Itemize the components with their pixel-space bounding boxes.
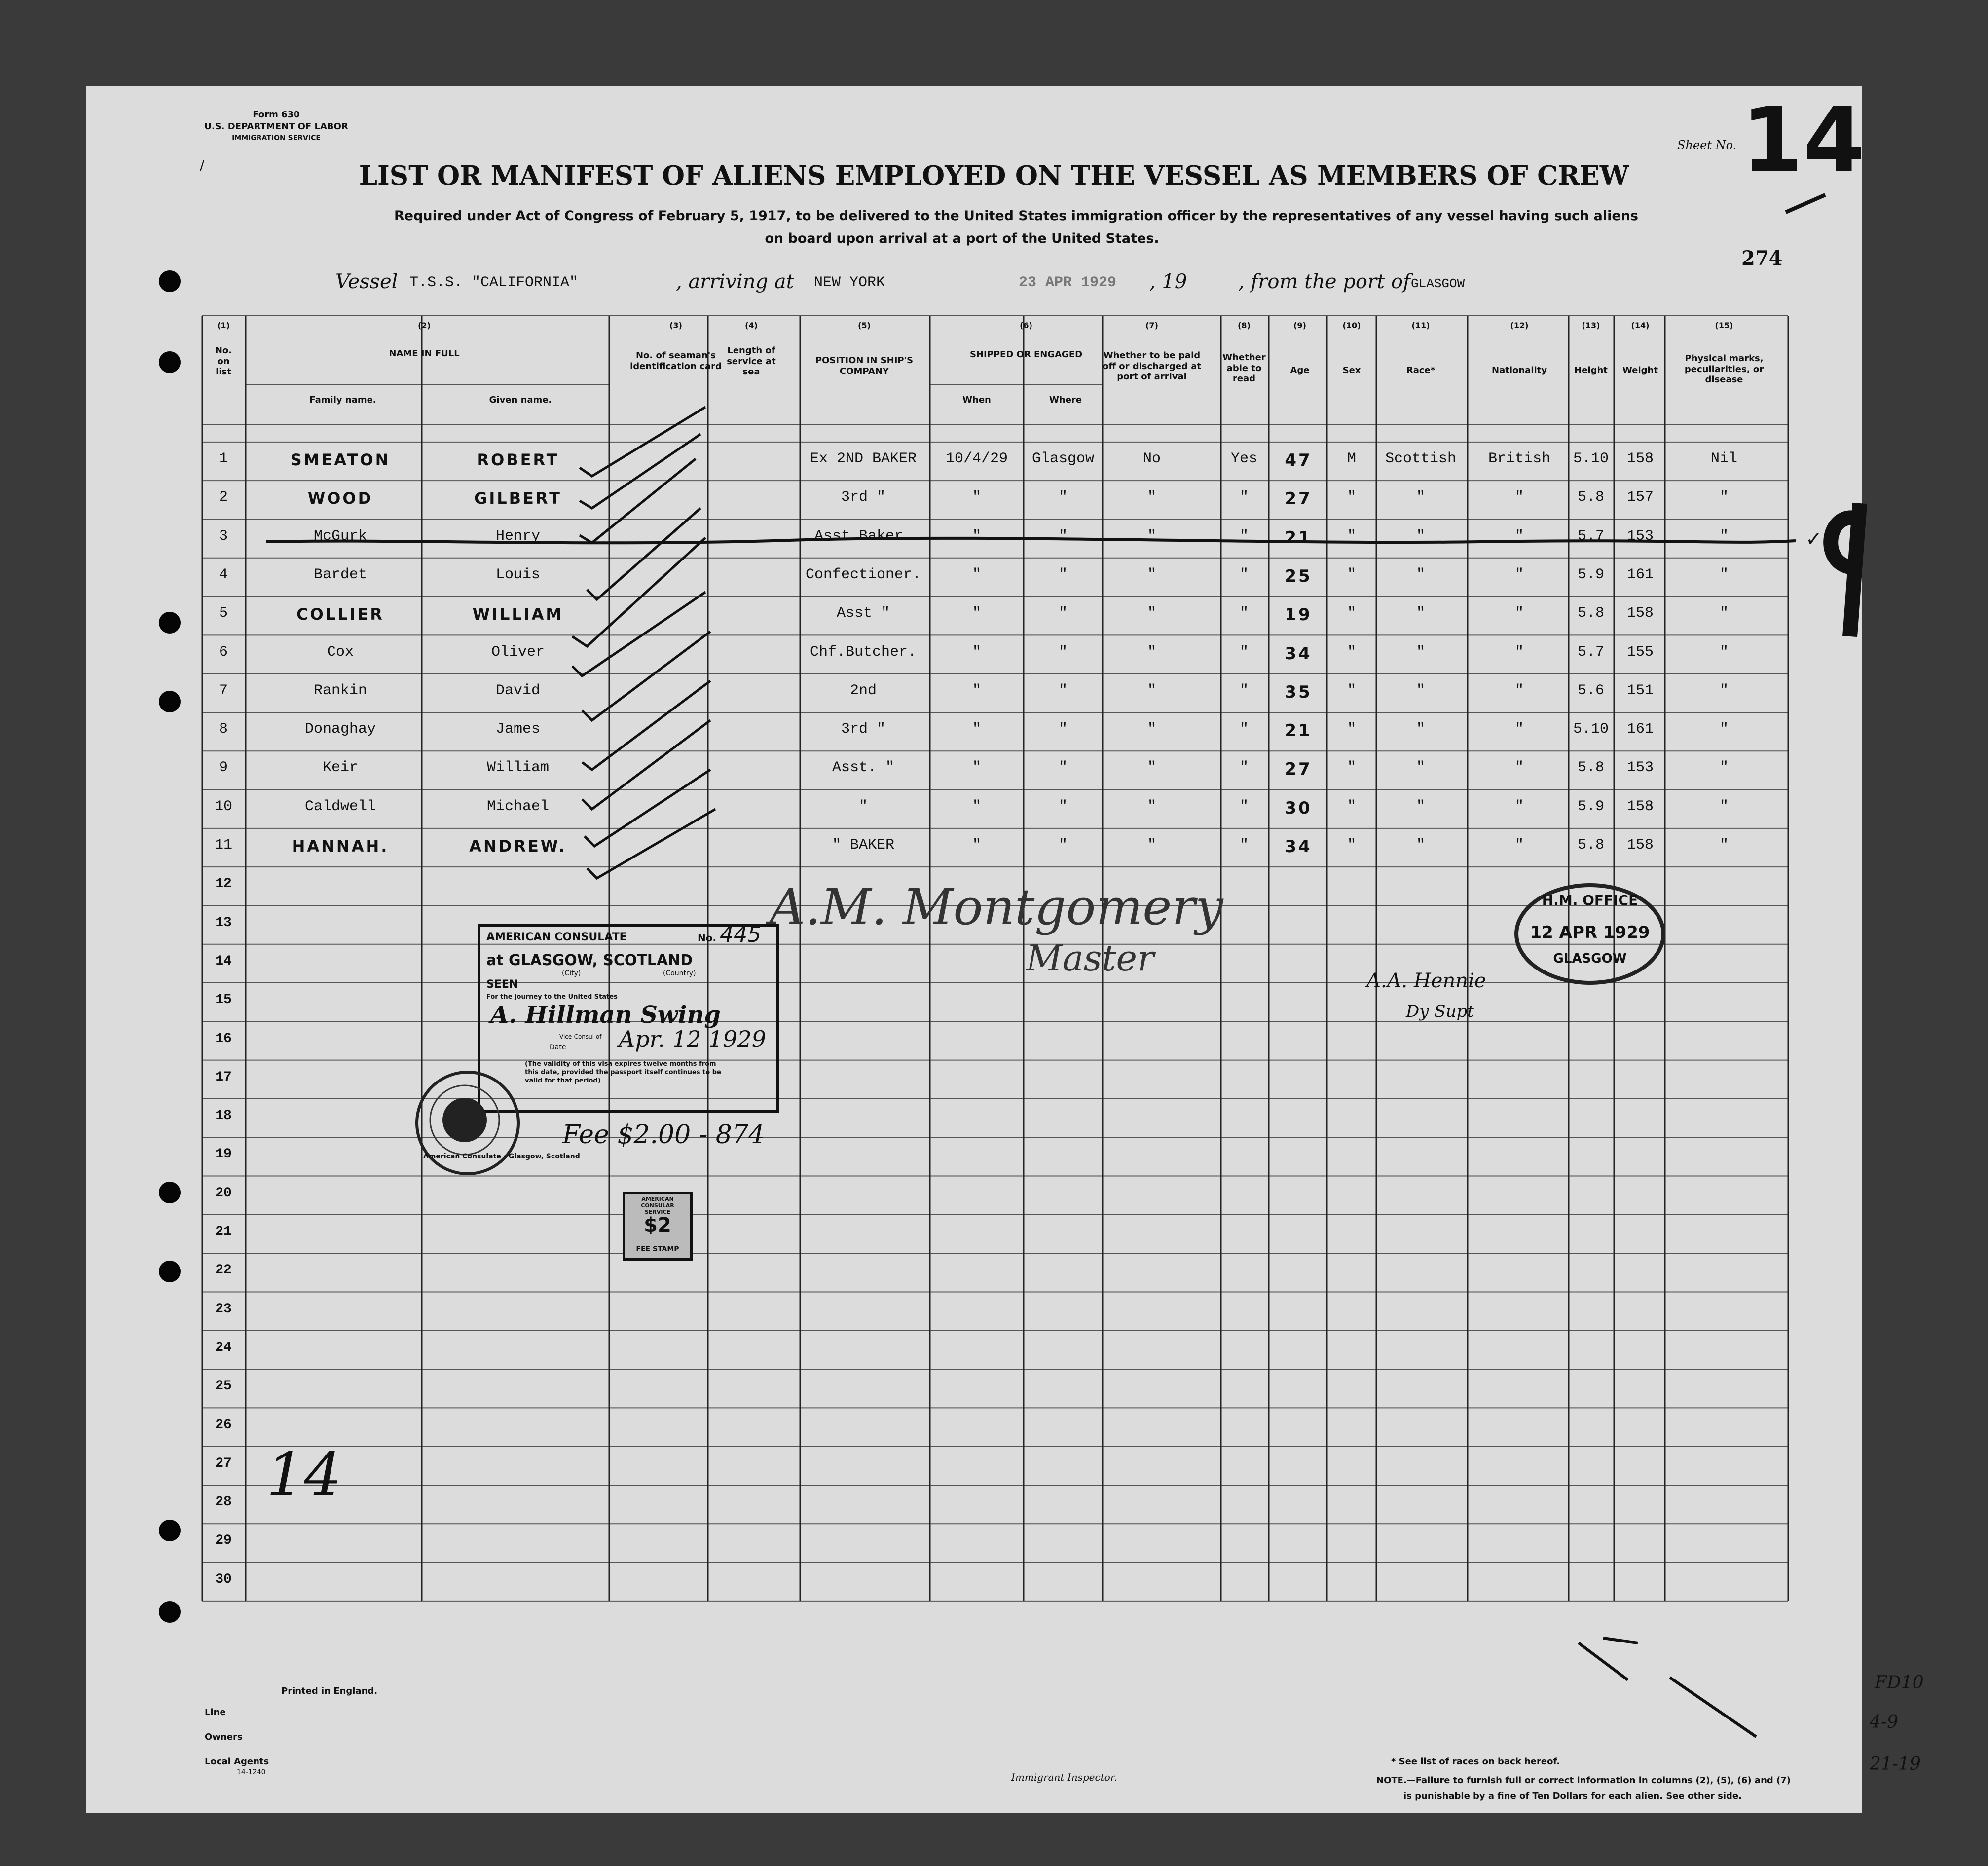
- fee-stamp-top: AMERICAN CONSULAR SERVICE: [641, 1196, 674, 1215]
- row-number: 1: [219, 450, 228, 467]
- fee-stamp: [623, 1192, 693, 1261]
- row-number: 26: [215, 1417, 232, 1433]
- weight: 157: [1626, 489, 1654, 506]
- fee-stamp-bottom: FEE STAMP: [636, 1245, 679, 1253]
- sex: ": [1347, 643, 1357, 661]
- race: ": [1416, 759, 1426, 777]
- nationality: ": [1514, 682, 1524, 699]
- family-name: McGurk: [313, 527, 368, 545]
- race: ": [1416, 566, 1426, 583]
- column-number: (11): [1411, 321, 1430, 330]
- city-caption: (City): [562, 970, 581, 977]
- header-paid-off: Whether to be paid off or discharged at port of arrival: [1103, 350, 1201, 382]
- able-to-read: ": [1239, 837, 1249, 854]
- family-name: Donaghay: [304, 721, 376, 738]
- paid-off: ": [1147, 759, 1157, 777]
- weight: 158: [1626, 605, 1654, 622]
- journey-text: For the journey to the United States: [486, 993, 618, 1001]
- column-number: (2): [418, 321, 431, 330]
- department: U.S. DEPARTMENT OF LABOR: [204, 121, 348, 132]
- nationality: British: [1488, 450, 1551, 467]
- weight: 161: [1626, 721, 1654, 738]
- column-number: (3): [669, 321, 682, 330]
- master-title: Master: [1026, 937, 1154, 979]
- punch-hole: [159, 1182, 181, 1203]
- race: ": [1416, 527, 1426, 545]
- age: 21: [1285, 721, 1312, 741]
- row-number: 30: [215, 1571, 232, 1587]
- punch-hole: [159, 691, 181, 712]
- sex: ": [1347, 527, 1357, 545]
- page-title: LIST OR MANIFEST OF ALIENS EMPLOYED ON THE VESSEL AS MEMBERS OF CREW: [359, 160, 1629, 191]
- shipped-where: ": [1058, 721, 1068, 738]
- given-name: Henry: [495, 527, 541, 545]
- shipped-when: ": [972, 566, 982, 583]
- header-length-service: Length of service at sea: [727, 345, 776, 377]
- column-number: (8): [1238, 321, 1251, 330]
- consulate-no-label: No.: [698, 932, 717, 944]
- row-number: 12: [215, 876, 232, 892]
- family-name: Rankin: [313, 682, 368, 699]
- able-to-read: ": [1239, 527, 1249, 545]
- header-when: When: [962, 395, 991, 405]
- nationality: ": [1514, 798, 1524, 815]
- position: Asst.Baker.: [814, 527, 913, 545]
- nationality: ": [1514, 721, 1524, 738]
- margin-note-1: FD10: [1875, 1673, 1924, 1693]
- family-name: HANNAH.: [292, 837, 389, 856]
- row-number: 22: [215, 1263, 232, 1278]
- glasgow-office-stamp: [1514, 883, 1665, 985]
- weight: 158: [1626, 450, 1654, 467]
- race: ": [1416, 605, 1426, 622]
- master-signature: A.M. Montgomery: [770, 878, 1223, 936]
- row-number: 16: [215, 1031, 232, 1046]
- nationality: ": [1514, 566, 1524, 583]
- column-number: (15): [1715, 321, 1733, 330]
- physical-marks: ": [1719, 759, 1729, 777]
- position: 2nd: [849, 682, 877, 699]
- nationality: ": [1514, 489, 1524, 506]
- header-given-name: Given name.: [489, 395, 552, 405]
- row-number: 27: [215, 1455, 232, 1471]
- weight: 153: [1626, 527, 1654, 545]
- shipped-when: ": [972, 759, 982, 777]
- shipped-where: ": [1058, 566, 1068, 583]
- sex: ": [1347, 837, 1357, 854]
- age: 21: [1285, 527, 1312, 548]
- height: 5.9: [1577, 798, 1605, 815]
- row-number: 7: [219, 682, 228, 699]
- column-number: (5): [858, 321, 871, 330]
- position: 3rd ": [841, 721, 886, 738]
- able-to-read: ": [1239, 489, 1249, 506]
- given-name: ROBERT: [477, 450, 559, 469]
- able-to-read: ": [1239, 721, 1249, 738]
- family-name: SMEATON: [290, 450, 391, 469]
- row-number: 11: [214, 837, 233, 854]
- family-name: Keir: [322, 759, 359, 777]
- physical-marks: ": [1719, 527, 1729, 545]
- able-to-read: ": [1239, 682, 1249, 699]
- column-number: (7): [1145, 321, 1158, 330]
- family-name: WOOD: [307, 489, 373, 508]
- age: 34: [1285, 643, 1312, 664]
- seen-label: SEEN: [486, 978, 518, 991]
- column-number: (9): [1293, 321, 1306, 330]
- able-to-read: ": [1239, 566, 1249, 583]
- shipped-when: ": [972, 798, 982, 815]
- form-number: Form 630: [253, 110, 300, 120]
- physical-marks: ": [1719, 489, 1729, 506]
- shipped-when: 10/4/29: [945, 450, 1008, 467]
- weight: 158: [1626, 837, 1654, 854]
- shipped-when: ": [972, 837, 982, 854]
- year-label: , 19: [1149, 270, 1187, 293]
- paid-off: ": [1147, 605, 1157, 622]
- age: 34: [1285, 837, 1312, 857]
- weight: 158: [1626, 798, 1654, 815]
- height: 5.8: [1577, 489, 1605, 506]
- physical-marks: ": [1719, 643, 1729, 661]
- arriving-label: , arriving at: [676, 270, 794, 293]
- position: ": [858, 798, 868, 815]
- column-number: (10): [1342, 321, 1361, 330]
- margin-nine: [1857, 498, 1858, 499]
- family-name: COLLIER: [296, 605, 384, 624]
- header-position: POSITION IN SHIP'S COMPANY: [815, 355, 914, 376]
- arrival-port: NEW YORK: [814, 274, 885, 291]
- age: 27: [1285, 489, 1312, 509]
- margin-tick: /: [200, 157, 205, 173]
- position: Asst. ": [832, 759, 895, 777]
- office-stamp-date: 12 APR 1929: [1530, 923, 1650, 942]
- consulate-stamp: [478, 924, 779, 1113]
- sex: ": [1347, 721, 1357, 738]
- shipped-where: ": [1058, 605, 1068, 622]
- row-number: 8: [219, 721, 228, 738]
- header-weight: Weight: [1622, 365, 1658, 375]
- printed-in: Printed in England.: [281, 1686, 378, 1696]
- header-nationality: Nationality: [1492, 365, 1547, 375]
- given-name: James: [495, 721, 541, 738]
- row-number: 5: [219, 605, 228, 622]
- column-number: (1): [217, 321, 230, 330]
- line-label: Line: [205, 1707, 226, 1717]
- age: 35: [1285, 682, 1312, 702]
- row-number: 18: [215, 1108, 232, 1124]
- note-line-1: NOTE.—Failure to furnish full or correct information in columns (2), (5), (6) and (7): [1376, 1775, 1791, 1786]
- shipped-when: ": [972, 605, 982, 622]
- vice-consul-label: Vice-Consul of: [559, 1033, 602, 1040]
- height: 5.8: [1577, 605, 1605, 622]
- weight: 153: [1626, 759, 1654, 777]
- row-number: 13: [215, 915, 232, 931]
- header-sex: Sex: [1342, 365, 1361, 375]
- paid-off: ": [1147, 837, 1157, 854]
- race: ": [1416, 643, 1426, 661]
- vessel-name: T.S.S. "CALIFORNIA": [409, 274, 579, 291]
- header-no-on-list: No. on list: [215, 345, 232, 377]
- race: Scottish: [1385, 450, 1457, 467]
- physical-marks: ": [1719, 798, 1729, 815]
- height: 5.9: [1577, 566, 1605, 583]
- race: ": [1416, 489, 1426, 506]
- handwritten-note: 14: [266, 1441, 342, 1509]
- shipped-where: ": [1058, 798, 1068, 815]
- row-number: 14: [215, 953, 232, 969]
- age: 27: [1285, 759, 1312, 780]
- height: 5.7: [1577, 527, 1605, 545]
- family-name: Cox: [327, 643, 354, 661]
- column-number: (13): [1582, 321, 1600, 330]
- row-number: 28: [215, 1494, 232, 1510]
- physical-marks: Nil: [1710, 450, 1738, 467]
- row-number: 4: [219, 566, 228, 583]
- consulate-city: at GLASGOW, SCOTLAND: [486, 952, 693, 969]
- local-agents-label: Local Agents: [205, 1756, 269, 1767]
- shipped-when: ": [972, 721, 982, 738]
- physical-marks: ": [1719, 566, 1729, 583]
- able-to-read: ": [1239, 643, 1249, 661]
- punch-hole: [159, 1520, 181, 1541]
- sex: M: [1347, 450, 1357, 467]
- given-name: Michael: [486, 798, 550, 815]
- sex: ": [1347, 566, 1357, 583]
- immigrant-inspector-label: Immigrant Inspector.: [1011, 1771, 1117, 1783]
- consular-seal: [415, 1071, 580, 1175]
- position: " BAKER: [832, 837, 895, 854]
- weight: 151: [1626, 682, 1654, 699]
- visa-date: Apr. 12 1929: [619, 1026, 767, 1052]
- given-name: WILLIAM: [472, 605, 564, 624]
- margin-note-2: 4-9: [1870, 1712, 1898, 1732]
- header-race: Race*: [1406, 365, 1436, 375]
- physical-marks: ": [1719, 682, 1729, 699]
- row-number: 15: [215, 992, 232, 1008]
- able-to-read: ": [1239, 759, 1249, 777]
- punch-hole: [159, 351, 181, 373]
- from-port-label: , from the port of: [1238, 270, 1410, 293]
- given-name: Louis: [495, 566, 541, 583]
- able-to-read: ": [1239, 605, 1249, 622]
- row-number: 21: [215, 1224, 232, 1239]
- punch-hole: [159, 1601, 181, 1623]
- sex: ": [1347, 798, 1357, 815]
- margin-note-3: 21-19: [1870, 1754, 1921, 1774]
- punch-hole: [159, 270, 181, 292]
- row-number: 17: [215, 1069, 232, 1085]
- race: ": [1416, 682, 1426, 699]
- position: Confectioner.: [805, 566, 921, 583]
- sex: ": [1347, 759, 1357, 777]
- position: 3rd ": [841, 489, 886, 506]
- race: ": [1416, 798, 1426, 815]
- header-id-card: No. of seaman's identification card: [630, 350, 722, 372]
- row-number: 25: [215, 1379, 232, 1394]
- row-number: 23: [215, 1301, 232, 1317]
- subtitle-line-2: on board upon arrival at a port of the United States.: [765, 231, 1159, 246]
- shipped-when: ": [972, 527, 982, 545]
- physical-marks: ": [1719, 605, 1729, 622]
- column-number: (4): [745, 321, 758, 330]
- column-number: (12): [1510, 321, 1529, 330]
- paid-off: ": [1147, 682, 1157, 699]
- header-name-in-full: NAME IN FULL: [389, 348, 460, 359]
- shipped-where: ": [1058, 682, 1068, 699]
- paid-off: ": [1147, 798, 1157, 815]
- age: 47: [1285, 450, 1312, 470]
- shipped-when: ": [972, 489, 982, 506]
- shipped-where: ": [1058, 527, 1068, 545]
- row-number: 29: [215, 1533, 232, 1549]
- height: 5.7: [1577, 643, 1605, 661]
- row-number: 24: [215, 1340, 232, 1355]
- superintendent-signature: A.A. Hennie: [1366, 970, 1486, 992]
- weight: 161: [1626, 566, 1654, 583]
- owners-label: Owners: [205, 1732, 243, 1742]
- header-height: Height: [1574, 365, 1608, 375]
- column-number: (6): [1020, 321, 1032, 330]
- nationality: ": [1514, 643, 1524, 661]
- age: 19: [1285, 605, 1312, 625]
- given-name: Oliver: [491, 643, 545, 661]
- physical-marks: ": [1719, 837, 1729, 854]
- shipped-when: ": [972, 682, 982, 699]
- family-name: Caldwell: [304, 798, 376, 815]
- sheet-label: Sheet No.: [1677, 138, 1737, 152]
- country-caption: (Country): [663, 970, 696, 977]
- row-number: 20: [215, 1185, 232, 1201]
- sex: ": [1347, 682, 1357, 699]
- office-stamp-top: H.M. OFFICE: [1542, 892, 1638, 908]
- paid-off: No: [1142, 450, 1161, 467]
- header-physical-marks: Physical marks, peculiarities, or disease: [1684, 353, 1764, 385]
- paid-off: ": [1147, 566, 1157, 583]
- form-code: 14-1240: [237, 1768, 266, 1776]
- age: 25: [1285, 566, 1312, 586]
- given-name: GILBERT: [474, 489, 562, 508]
- paid-off: ": [1147, 643, 1157, 661]
- able-to-read: ": [1239, 798, 1249, 815]
- row-number: 6: [219, 643, 228, 661]
- superintendent-title: Dy Supt: [1406, 1002, 1474, 1021]
- position: Asst ": [836, 605, 890, 622]
- sheet-number: 14: [1741, 89, 1865, 192]
- fee-stamp-amount: $2: [644, 1214, 671, 1236]
- sex: ": [1347, 605, 1357, 622]
- row-number: 10: [214, 798, 233, 815]
- shipped-where: ": [1058, 643, 1068, 661]
- departure-port: GLASGOW: [1411, 276, 1465, 291]
- nationality: ": [1514, 527, 1524, 545]
- header-able-to-read: Whether able to read: [1222, 352, 1266, 384]
- subtitle-line-1: Required under Act of Congress of February 5, 1917, to be delivered to the United States immigration officer by the representatives of any vessel having such aliens: [394, 208, 1639, 224]
- paid-off: ": [1147, 721, 1157, 738]
- height: 5.10: [1573, 450, 1609, 467]
- consulate-title: AMERICAN CONSULATE: [486, 931, 627, 943]
- column-number: (14): [1631, 321, 1650, 330]
- date-label: Date: [550, 1044, 566, 1051]
- family-name: Bardet: [313, 566, 368, 583]
- service: IMMIGRATION SERVICE: [232, 134, 321, 142]
- given-name: ANDREW.: [469, 837, 567, 856]
- header-family-name: Family name.: [309, 395, 376, 405]
- row-number: 2: [219, 489, 228, 506]
- header-age: Age: [1290, 365, 1310, 375]
- office-stamp-bottom: GLASGOW: [1553, 951, 1627, 966]
- height: 5.8: [1577, 837, 1605, 854]
- given-name: David: [495, 682, 541, 699]
- races-note: * See list of races on back hereof.: [1391, 1756, 1560, 1767]
- race: ": [1416, 837, 1426, 854]
- margin-initials: ✓: [1805, 528, 1822, 551]
- punch-hole: [159, 1261, 181, 1282]
- physical-marks: ": [1719, 721, 1729, 738]
- shipped-where: ": [1058, 837, 1068, 854]
- race: ": [1416, 721, 1426, 738]
- visa-validity: (The validity of this visa expires twelve months from this date, provided the passport itself continues to be valid for that period): [525, 1060, 721, 1084]
- position: Chf.Butcher.: [810, 643, 917, 661]
- header-shipped-engaged: SHIPPED OR ENGAGED: [969, 349, 1083, 360]
- given-name: William: [486, 759, 550, 777]
- paid-off: ": [1147, 527, 1157, 545]
- age: 30: [1285, 798, 1312, 818]
- note-line-2: is punishable by a fine of Ten Dollars for each alien. See other side.: [1403, 1791, 1742, 1801]
- able-to-read: Yes: [1230, 450, 1258, 467]
- arrival-date-stamp: 23 APR 1929: [1019, 274, 1117, 291]
- shipped-where: Glasgow: [1031, 450, 1095, 467]
- vessel-label: Vessel: [335, 270, 398, 293]
- shipped-where: ": [1058, 759, 1068, 777]
- seal-text: American Consulate · Glasgow, Scotland: [423, 1153, 580, 1160]
- paid-off: ": [1147, 489, 1157, 506]
- height: 5.8: [1577, 759, 1605, 777]
- nationality: ": [1514, 759, 1524, 777]
- page-number: 274: [1741, 247, 1783, 270]
- row-number: 9: [219, 759, 228, 777]
- header-where: Where: [1049, 395, 1082, 405]
- sex: ": [1347, 489, 1357, 506]
- fee-note: Fee $2.00 - 874: [562, 1120, 765, 1150]
- shipped-when: ": [972, 643, 982, 661]
- punch-hole: [159, 612, 181, 634]
- position: Ex 2ND BAKER: [810, 450, 917, 467]
- weight: 155: [1626, 643, 1654, 661]
- row-number: 19: [215, 1147, 232, 1162]
- row-number: 3: [219, 527, 228, 545]
- height: 5.6: [1577, 682, 1605, 699]
- nationality: ": [1514, 837, 1524, 854]
- consulate-no: 445: [720, 922, 761, 947]
- vice-consul-signature: A. Hillman Swing: [490, 1001, 721, 1029]
- height: 5.10: [1573, 721, 1609, 738]
- shipped-where: ": [1058, 489, 1068, 506]
- nationality: ": [1514, 605, 1524, 622]
